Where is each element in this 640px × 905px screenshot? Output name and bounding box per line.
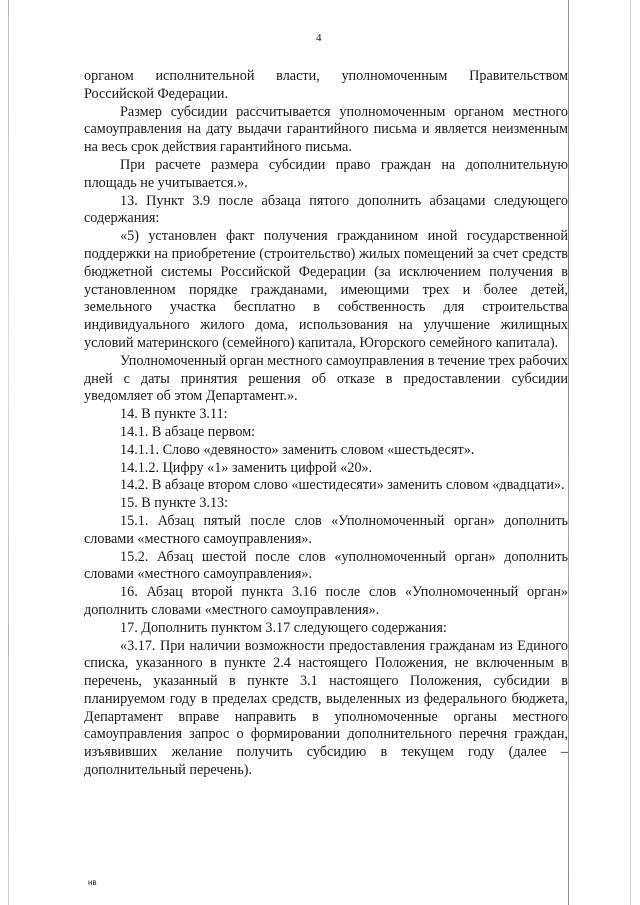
paragraph-item-14-1-2: 14.1.2. Цифру «1» заменить цифрой «20». (120, 459, 373, 476)
paragraph-item-16: 16. Абзац второй пункта 3.16 после слов «Уполномоченный орган» дополнить словами «местного самоуправления». (84, 584, 568, 618)
paragraph-item-14: 14. В пункте 3.11: (120, 406, 228, 423)
paragraph-item-17: 17. Дополнить пунктом 3.17 следующего содержания: (120, 619, 447, 636)
paragraph-item-15: 15. В пункте 3.13: (120, 495, 229, 512)
paragraph-item-14-1-1: 14.1.1. Слово «девяносто» заменить словом «шестьдесят». (120, 441, 475, 458)
paragraph-subsidy-calculation: Размер субсидии рассчитывается уполномоченным органом местного самоуправления на дату выдачи гарантийного письма и является неизменным на весь срок действия гарантийного письма. (84, 103, 568, 156)
page-outer-edge (630, 0, 631, 905)
paragraph-item-15-2: 15.2. Абзац шестой после слов «уполномоченный орган» дополнить словами «местного самоуправления». (84, 548, 568, 583)
paragraph-item-15-1: 15.1. Абзац пятый после слов «Уполномоченный орган» дополнить словами «местного самоуправления». (84, 512, 568, 547)
paragraph-item-13-subclause-5: «5) установлен факт получения гражданином иной государственной поддержки на приобретение (строительство) жилых помещений за счет средств бюджетной системы Российской Федерации (за исключением получения в установленном порядке гражданами, имеющими трех и более детей, земельного участка бесплатно в собственность для строительства индивидуального жилого дома, использования на улучшение жилищных условий материнского (семейного) капитала, Югорского семейного капитала). (84, 228, 568, 351)
paragraph-item-14-1: 14.1. В абзаце первом: (120, 423, 256, 440)
page-left-edge (8, 0, 9, 905)
paragraph-additional-area: При расчете размера субсидии право граждан на дополнительную площадь не учитывается.». (84, 156, 568, 191)
paragraph-item-3-17: «3.17. При наличии возможности предоставления гражданам из Единого списка, указанного в пункте 2.4 настоящего Положения, не включенным в перечень, указанный в пункте 3.1 настоящего Положения, субсидии в планируемом году в пределах средств, выделенных из федерального бюджета, Департамент вправе направить в уполномоченные органы местного самоуправления запрос о формировании дополнительного перечня граждан, изъявивших желание получить субсидию в текущем году (далее – дополнительный перечень). (84, 637, 568, 779)
paragraph-continuation: органом исполнительной власти, уполномоченным Правительством Российской Федерации. (84, 68, 568, 102)
page-number: 4 (316, 32, 322, 44)
page-right-edge (568, 0, 569, 905)
document-body (84, 68, 568, 780)
paragraph-notification: Уполномоченный орган местного самоуправления в течение трех рабочих дней с даты принятия решения об отказе в предоставлении субсидии уведомляет об этом Департамент.». (84, 352, 568, 405)
paragraph-item-14-2: 14.2. В абзаце втором слово «шестидесяти» заменить словом «двадцати». (120, 477, 565, 494)
footer-initials: нв (88, 878, 97, 887)
paragraph-item-13: 13. Пункт 3.9 после абзаца пятого дополнить абзацами следующего содержания: (84, 192, 568, 227)
